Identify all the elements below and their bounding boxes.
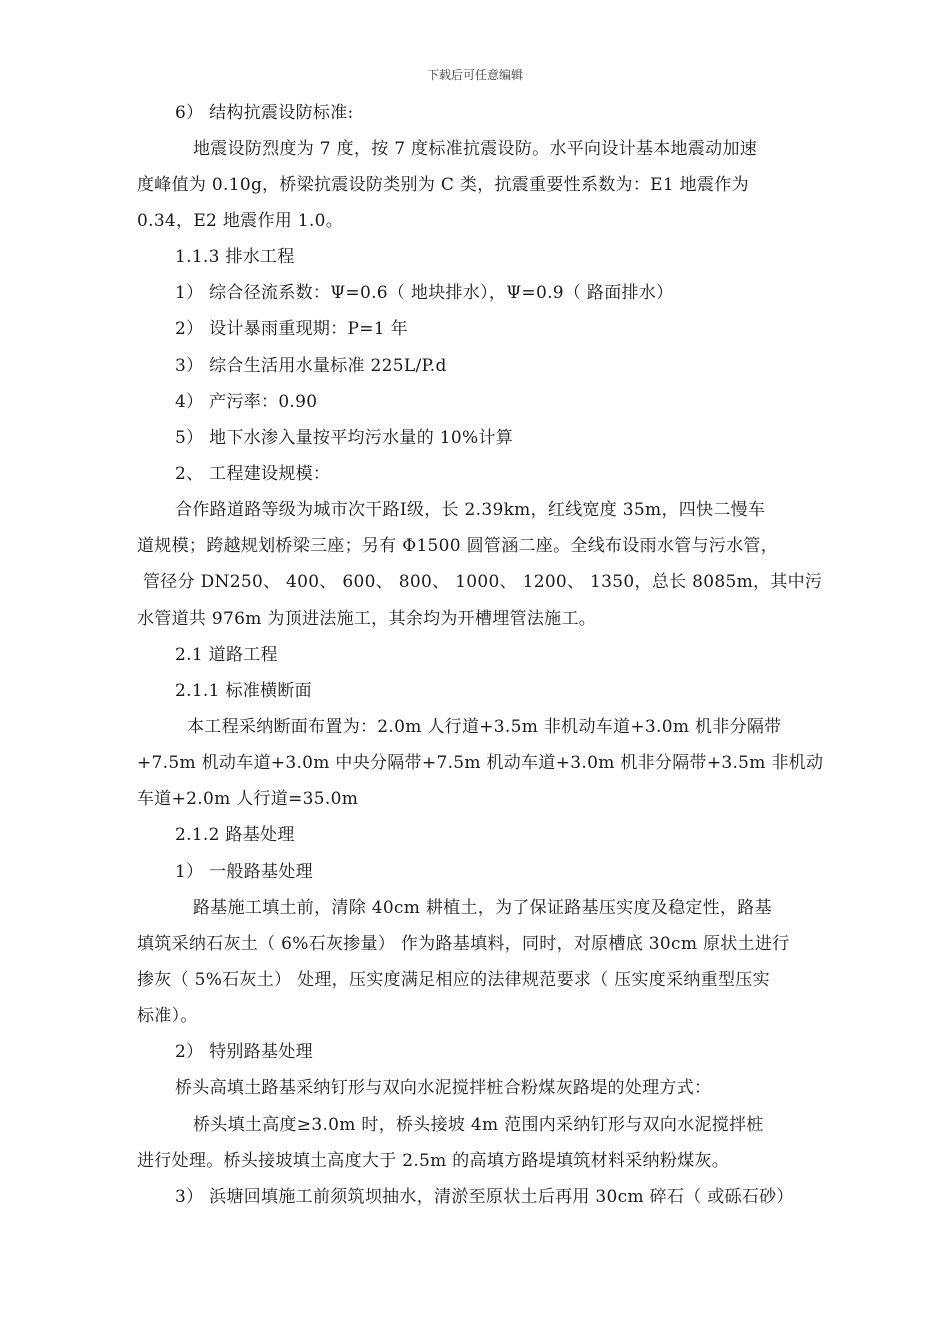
text-line: 2.1.1 标准横断面 <box>175 681 312 701</box>
text-line: 2.1 道路工程 <box>175 645 278 665</box>
text-line: 度峰值为 0.10g，桥梁抗震设防类别为 C 类，抗震重要性系数为：E1 地震作为 <box>137 175 749 195</box>
page-header: 下载后可任意编辑 <box>426 68 523 82</box>
text-line: 2.1.2 路基处理 <box>175 825 295 845</box>
text-line: 掺灰（ 5%石灰土） 处理，压实度满足相应的法律规范要求（ 压实度采纳重型压实 <box>137 970 770 990</box>
text-line: 道规模；跨越规划桥梁三座；另有 Φ1500 圆管涵二座。全线布设雨水管与污水管， <box>137 536 779 556</box>
text-line: 3） 综合生活用水量标准 225L/P.d <box>175 356 447 376</box>
text-line: +7.5m 机动车道+3.0m 中央分隔带+7.5m 机动车道+3.0m 机非分隔带+3.5m 非机动 <box>137 753 824 773</box>
text-line: 1.1.3 排水工程 <box>175 247 295 267</box>
text-line: 地震设防烈度为 7 度，按 7 度标准抗震设防。水平向设计基本地震动加速 <box>193 139 758 159</box>
text-line: 2、 工程建设规模： <box>175 464 331 484</box>
text-line: 2） 特别路基处理 <box>175 1042 313 1062</box>
text-line: 进行处理。桥头接坡填土高度大于 2.5m 的高填方路堤填筑材料采纳粉煤灰。 <box>137 1151 730 1171</box>
text-line: 桥头高填土路基采纳钉形与双向水泥搅拌桩合粉煤灰路堤的处理方式： <box>175 1078 712 1098</box>
text-line: 6） 结构抗震设防标准: <box>175 103 354 123</box>
text-line: 水管道共 976m 为顶进法施工，其余均为开槽埋管法施工。 <box>137 609 597 629</box>
text-line: 本工程采纳断面布置为：2.0m 人行道+3.5m 非机动车道+3.0m 机非分隔带 <box>187 717 782 737</box>
text-line: 5） 地下水渗入量按平均污水量的 10%计算 <box>175 428 514 448</box>
text-line: 0.34，E2 地震作用 1.0。 <box>137 211 344 231</box>
text-line: 填筑采纳石灰土（ 6%石灰掺量） 作为路基填料，同时，对原槽底 30cm 原状土进行 <box>137 934 790 954</box>
text-line: 4） 产污率：0.90 <box>175 392 318 412</box>
text-line: 路基施工填土前，清除 40cm 耕植土，为了保证路基压实度及稳定性，路基 <box>193 898 772 918</box>
text-line: 桥头填土高度≥3.0m 时，桥头接坡 4m 范围内采纳钉形与双向水泥搅拌桩 <box>193 1115 764 1135</box>
text-line: 2） 设计暴雨重现期：P=1 年 <box>175 319 408 339</box>
text-line: 3） 浜塘回填施工前须筑坝抽水，清淤至原状土后再用 30cm 碎石（ 或砾石砂） <box>175 1187 794 1207</box>
text-line: 1） 一般路基处理 <box>175 862 313 882</box>
text-line: 管径分 DN250、 400、 600、 800、 1000、 1200、 1350，总长 8085m，其中污 <box>143 572 823 592</box>
text-line: 标准）。 <box>137 1006 198 1026</box>
text-line: 合作路道路等级为城市次干路Ⅰ级，长 2.39km，红线宽度 35m，四快二慢车 <box>175 500 766 520</box>
text-line: 车道+2.0m 人行道=35.0m <box>137 789 359 809</box>
text-line: 1） 综合径流系数：Ψ=0.6（ 地块排水），Ψ=0.9（ 路面排水） <box>175 283 674 303</box>
